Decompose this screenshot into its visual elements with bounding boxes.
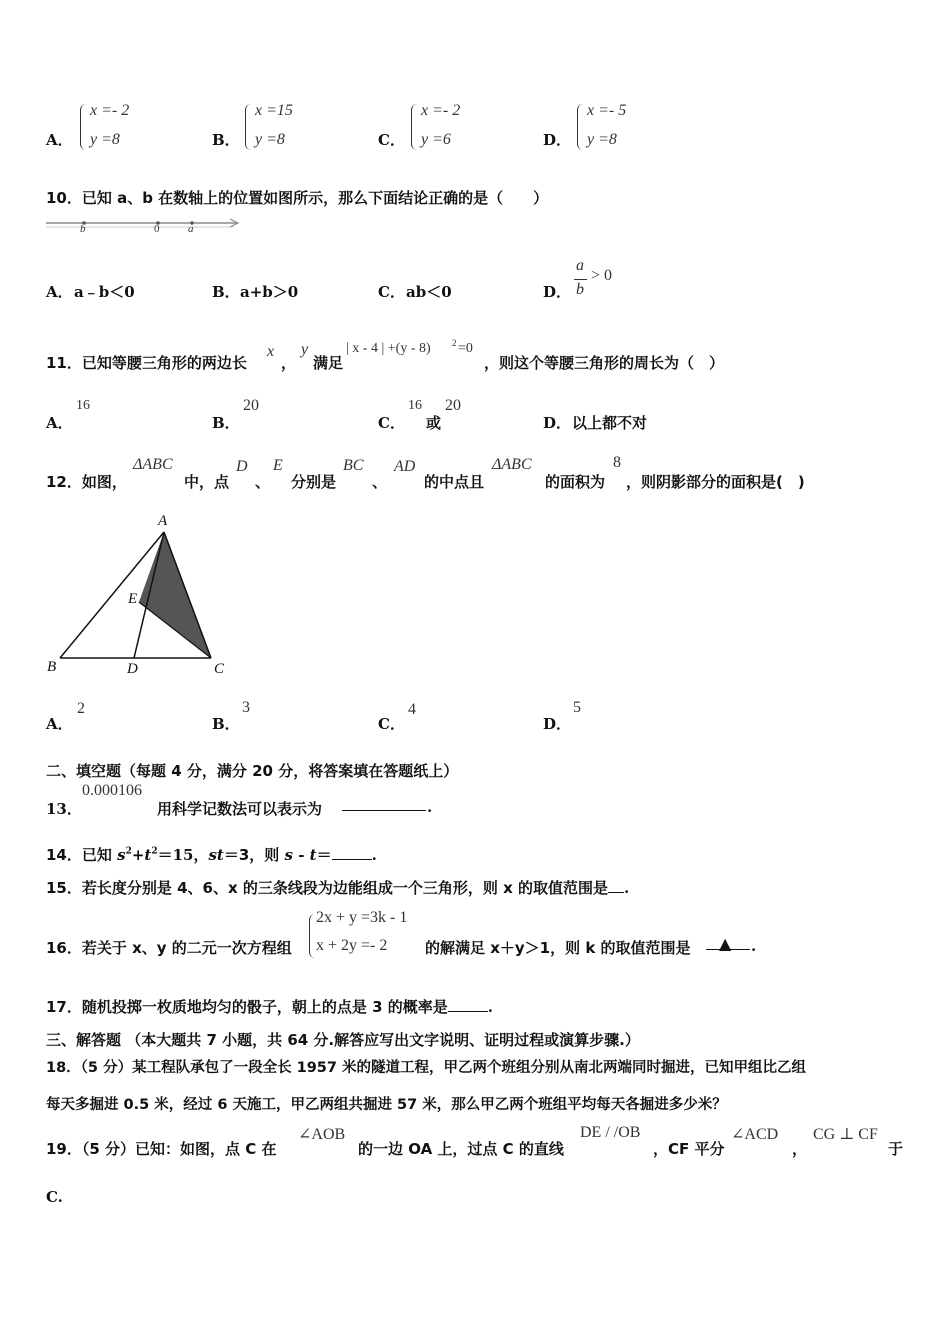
option-text: 3	[242, 699, 250, 716]
option-text: 16	[76, 398, 90, 413]
fraction-numerator: a	[576, 257, 584, 274]
option-letter: A．	[46, 715, 73, 733]
q16-pre: 16．若关于 x、y 的二元一次方程组	[46, 939, 292, 957]
var-st: st	[208, 846, 224, 864]
q17-line	[46, 996, 493, 1017]
equation-line: y =8	[587, 131, 617, 148]
equation-line: y =8	[255, 131, 285, 148]
q12-p7: 的面积为	[545, 473, 606, 491]
q11-mid: 满足	[313, 354, 344, 372]
option-letter: D．	[543, 414, 572, 432]
fraction-denominator: b	[576, 281, 584, 298]
fraction-bar	[574, 279, 587, 280]
answer-blank	[332, 859, 372, 860]
option-text: 20	[243, 397, 259, 414]
option-letter: C．	[378, 131, 405, 149]
math-angle-aob: ∠AOB	[298, 1126, 346, 1143]
math-angle-acd: ∠ACD	[731, 1126, 779, 1143]
shaded-triangle-ace	[139, 532, 211, 658]
option-text: 以上都不对	[572, 414, 648, 432]
option-letter: B．	[212, 131, 240, 149]
answer-blank	[448, 1011, 488, 1012]
q15-text: 15．若长度分别是 4、6、x 的三条线段为边能组成一个三角形，则 x 的取值范围是	[46, 879, 608, 897]
equation-line: 2x + y =3k - 1	[316, 909, 408, 926]
option-letter: B．	[212, 715, 240, 733]
option-text: 2	[77, 700, 85, 717]
vertex-label-e: E	[128, 591, 138, 607]
math-area: 8	[613, 454, 621, 471]
option-text: 4	[408, 701, 416, 718]
q11-formula-end: =0	[458, 341, 473, 356]
brace	[577, 104, 584, 150]
q17-end: .	[487, 998, 493, 1016]
q19-p3: ，CF 平分	[653, 1140, 725, 1158]
minus: -	[292, 846, 310, 864]
section-3-heading: 三、解答题 （本大题共 7 小题，共 64 分.解答应写出文字说明、证明过程或演算步骤.）	[46, 1031, 640, 1049]
option-letter: B．	[212, 414, 240, 432]
answer-blank	[342, 810, 426, 811]
triangle-figure	[44, 512, 244, 684]
section-2-heading: 二、填空题（每题 4 分，满分 20 分，将答案填在答题纸上）	[46, 762, 459, 780]
option-or: 或	[426, 414, 442, 432]
q13-end: .	[427, 798, 433, 816]
equation-line: y =8	[90, 131, 120, 148]
answer-blank	[608, 892, 624, 893]
q11-exponent: 2	[452, 338, 457, 348]
var-y: y	[301, 341, 309, 358]
vertex-label-b: B	[47, 659, 57, 675]
equation-line: x + 2y =- 2	[316, 937, 388, 954]
q19-p1: 19．（5 分）已知：如图，点 C 在	[46, 1140, 277, 1158]
number-line-figure	[44, 217, 244, 239]
math-tri: ΔABC	[133, 456, 173, 473]
math-de-parallel-ob: DE / /OB	[580, 1124, 641, 1141]
option-letter: A．	[46, 414, 73, 432]
axis-label-a: a	[188, 223, 194, 235]
vertex-label-a: A	[158, 513, 168, 529]
math-tri: ΔABC	[492, 456, 532, 473]
option-letter: B．	[212, 283, 240, 301]
brace	[309, 914, 315, 958]
q14-eq2: ＝3，则	[223, 846, 285, 864]
q12-p4: 分别是	[291, 473, 337, 491]
q13-text: 用科学记数法可以表示为	[157, 800, 323, 818]
q15-line	[46, 877, 629, 898]
q11-suffix: ，则这个等腰三角形的周长为（ ）	[484, 354, 725, 372]
q13-value: 0.000106	[82, 782, 142, 799]
axis-label-b: b	[80, 223, 86, 235]
q14-end: .	[371, 846, 377, 864]
q11-prefix: 11．已知等腰三角形的两边长	[46, 354, 247, 372]
brace	[80, 104, 87, 150]
vertex-label-d: D	[127, 661, 138, 677]
option-letter: C．	[378, 283, 405, 301]
option-text: 16	[408, 398, 422, 413]
math-e: E	[273, 457, 283, 474]
q19-p4: ，	[792, 1140, 808, 1158]
sup-2: 2	[151, 846, 158, 857]
option-text: a﹣b＜0	[74, 283, 135, 301]
math-d: D	[236, 458, 248, 475]
q16-mid: 的解满足 x＋y＞1，则 k 的取值范围是	[425, 939, 691, 957]
q19-line-2: C.	[46, 1188, 63, 1206]
q18-line-1: 18．（5 分）某工程队承包了一段全长 1957 米的隧道工程，甲乙两个班组分别从南北两端同时掘进，已知甲组比乙组	[46, 1060, 807, 1076]
q12-p3: 、	[255, 473, 271, 491]
q14-line	[46, 844, 377, 865]
equation-line: x =15	[255, 102, 293, 119]
q12-p5: 、	[372, 473, 388, 491]
axis-label-zero: 0	[154, 223, 160, 235]
math-cg-perp-cf: CG ⊥ CF	[813, 1126, 878, 1143]
q14-eq3: ＝	[316, 846, 332, 864]
option-letter: D．	[543, 283, 572, 301]
math-bc: BC	[343, 457, 364, 474]
sup-2: 2	[125, 846, 132, 857]
math-ad: AD	[394, 458, 416, 475]
q13-number: 13．	[46, 800, 82, 818]
triangle-marker-icon: ▲	[719, 934, 732, 953]
option-letter: C．	[378, 715, 405, 733]
var-x: x	[267, 343, 275, 360]
q14-eq: ＝15，	[157, 846, 209, 864]
q12-p2: 中，点	[184, 473, 230, 491]
q12-p6: 的中点且	[424, 473, 485, 491]
q14-pre: 14．已知	[46, 846, 118, 864]
option-letter: D．	[543, 131, 572, 149]
brace	[411, 104, 418, 150]
q15-end: .	[624, 879, 630, 897]
q10-stem: 10．已知 a、b 在数轴上的位置如图所示，那么下面结论正确的是（ ）	[46, 189, 549, 207]
var-t: t	[144, 846, 152, 864]
var-t: t	[309, 846, 317, 864]
option-text-2: 20	[445, 397, 461, 414]
vertex-label-c: C	[214, 661, 225, 677]
fraction-relation: > 0	[591, 267, 613, 284]
option-letter: A．	[46, 131, 73, 149]
q12-p8: ，则阴影部分的面积是( )	[626, 473, 805, 491]
plus: +	[131, 846, 145, 864]
option-letter: A．	[46, 283, 73, 301]
var-s: s	[117, 846, 126, 864]
q19-p2: 的一边 OA 上，过点 C 的直线	[358, 1140, 564, 1158]
option-letter: C．	[378, 414, 405, 432]
option-letter: D．	[543, 715, 572, 733]
brace	[245, 104, 252, 150]
q12-p1: 12．如图，	[46, 473, 127, 491]
q11-sep: ，	[281, 354, 297, 372]
equation-line: x =- 2	[421, 102, 461, 119]
q16-end: .	[751, 937, 757, 955]
option-text: a+b＞0	[240, 283, 299, 301]
var-s: s	[284, 846, 293, 864]
q17-text: 17．随机投掷一枚质地均匀的骰子，朝上的点是 3 的概率是	[46, 998, 448, 1016]
q19-p5: 于	[888, 1140, 904, 1158]
equation-line: x =- 2	[90, 102, 130, 119]
equation-line: x =- 5	[587, 102, 627, 119]
option-text: 5	[573, 699, 581, 716]
option-text: ab＜0	[406, 283, 452, 301]
q18-line-2: 每天多掘进 0.5 米，经过 6 天施工，甲乙两组共掘进 57 米，那么甲乙两个班组平均每天各掘进多少米？	[46, 1097, 727, 1113]
equation-line: y =6	[421, 131, 451, 148]
q11-formula: | x - 4 | +(y - 8)	[346, 341, 431, 356]
